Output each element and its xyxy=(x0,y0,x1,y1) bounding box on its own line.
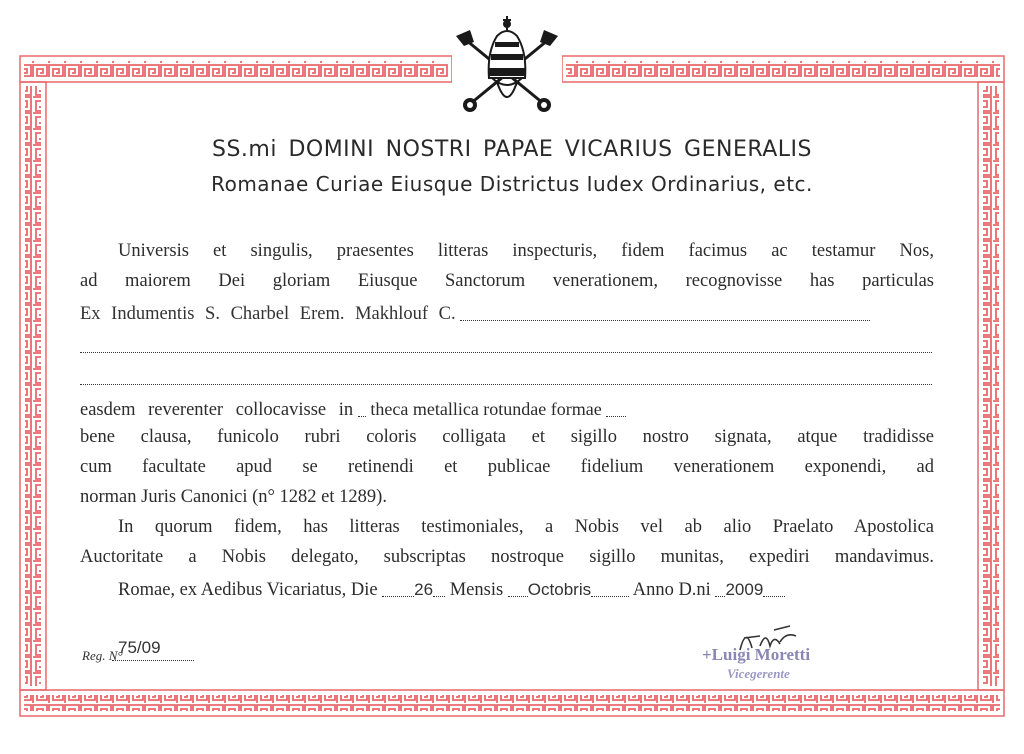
dotted-fill-line xyxy=(112,660,194,661)
dotted-fill-line xyxy=(433,574,445,597)
registration-label: Reg. N° xyxy=(82,648,123,663)
body-line: Universis et singulis, praesentes litteras inspecturis, fidem facimus ac testamur Nos, xyxy=(118,241,934,261)
dotted-fill-line xyxy=(591,574,629,597)
body-line: In quorum fidem, has litteras testimoniales, a Nobis vel ab alio Praelato Apostolica xyxy=(118,517,934,537)
date-year: 2009 xyxy=(725,580,764,599)
date-day: 26 xyxy=(414,580,434,599)
container-description: theca metallica rotundae formae xyxy=(370,399,602,419)
dotted-fill-line xyxy=(763,574,785,597)
dotted-fill-line xyxy=(358,394,366,417)
relic-description-line xyxy=(80,296,934,326)
placement-prefix: easdem reverenter collocavisse in xyxy=(80,400,354,420)
stamp-title: Vicegerente xyxy=(727,666,790,681)
body-line: Auctoritate a Nobis delegato, subscriptas nostroque sigillo munitas, expediri mandavimus. xyxy=(80,547,934,567)
date-year-label: Anno D.ni xyxy=(632,580,711,600)
registration-number xyxy=(118,638,161,658)
dotted-fill-line xyxy=(382,574,414,597)
date-month: Octobris xyxy=(527,580,592,599)
date-month-label: Mensis xyxy=(449,580,504,600)
title-line-2: Romanae Curiae Eiusque Districtus Iudex Ordinarius, etc. xyxy=(211,172,813,196)
blank-dotted-line xyxy=(80,360,934,390)
blank-dotted-line xyxy=(80,328,934,358)
date-line xyxy=(80,572,934,602)
dotted-fill-line xyxy=(80,330,932,353)
body-line: norman Juris Canonici (n° 1282 et 1289). xyxy=(80,487,387,507)
dotted-fill-line xyxy=(80,362,932,385)
body-line: ad maiorem Dei gloriam Eiusque Sanctorum venerationem, recognovisse has particulas xyxy=(80,271,934,291)
body-line: bene clausa, funicolo rubri coloris colligata et sigillo nostro signata, atque tradidisse xyxy=(80,427,934,447)
stamp-name: +Luigi Moretti xyxy=(702,645,811,664)
dotted-fill-line xyxy=(606,394,626,417)
body-line: cum facultate apud se retinendi et publicae fidelium venerationem exponendi, ad xyxy=(80,457,934,477)
date-prefix: Romae, ex Aedibus Vicariatus, Die xyxy=(118,580,378,600)
title-line-1: SS.mi DOMINI NOSTRI PAPAE VICARIUS GENERALIS xyxy=(211,137,813,162)
papal-tiara-keys-emblem-icon xyxy=(452,12,562,120)
dotted-fill-line xyxy=(715,574,725,597)
dotted-fill-line xyxy=(508,574,528,597)
placement-line xyxy=(80,392,934,422)
registration-number-value: 75/09 xyxy=(118,638,161,657)
relic-description: Ex Indumentis S. Charbel Erem. Makhlouf C. xyxy=(80,304,456,324)
dotted-fill-line xyxy=(460,298,870,321)
title-block xyxy=(0,134,1024,200)
